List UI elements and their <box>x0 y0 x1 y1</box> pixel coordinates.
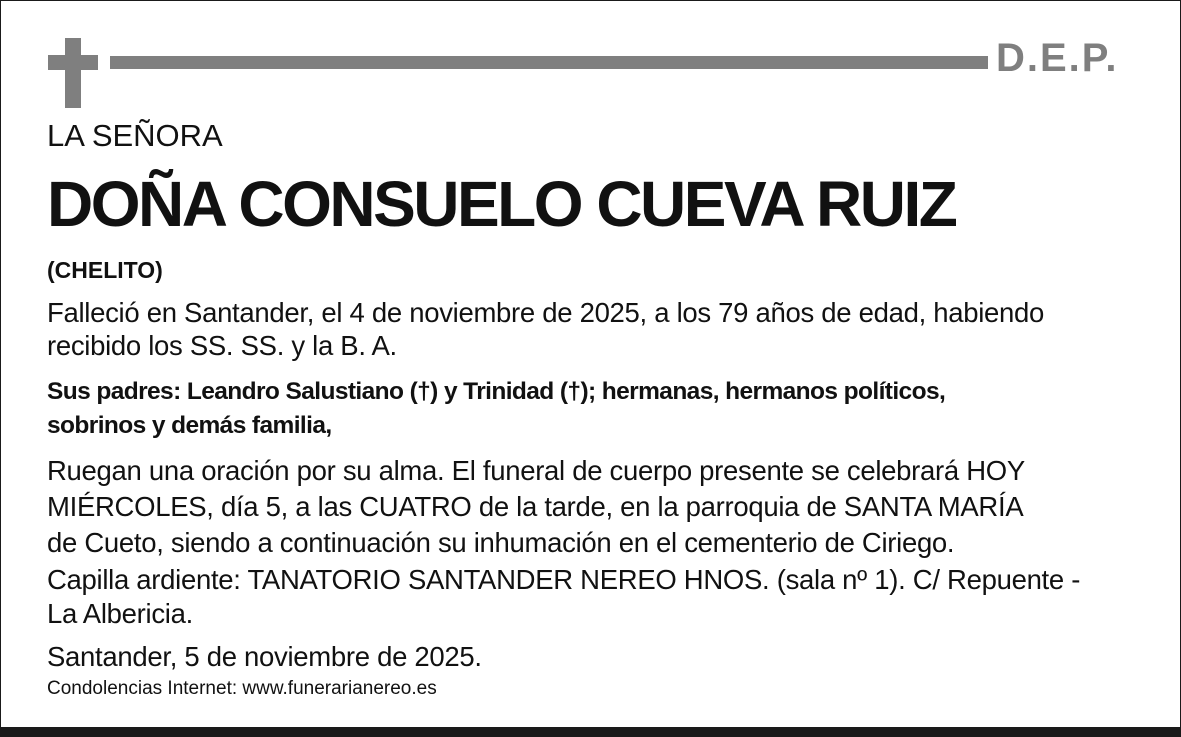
nickname: (CHELITO) <box>47 257 163 283</box>
death-notice-line-2: recibido los SS. SS. y la B. A. <box>47 330 397 361</box>
funeral-line-1: Ruegan una oración por su alma. El funeral de cuerpo presente se celebrará HOY <box>47 455 1025 486</box>
cross-icon <box>48 38 98 108</box>
funeral-line-5: La Albericia. <box>47 598 193 629</box>
death-notice-line-1: Falleció en Santander, el 4 de noviembre de 2025, a los 79 años de edad, habiendo <box>47 297 1045 328</box>
title-label: LA SEÑORA <box>47 118 223 153</box>
bottom-border <box>0 727 1181 737</box>
deceased-name: DOÑA CONSUELO CUEVA RUIZ <box>47 168 956 240</box>
header-rule <box>110 56 988 69</box>
family-line-1: Sus padres: Leandro Salustiano (†) y Trinidad (†); hermanas, hermanos políticos, <box>47 378 946 405</box>
funeral-line-4: Capilla ardiente: TANATORIO SANTANDER NEREO HNOS. (sala nº 1). C/ Repuente - <box>47 564 1081 595</box>
funeral-line-2: MIÉRCOLES, día 5, a las CUATRO de la tarde, en la parroquia de SANTA MARÍA <box>47 491 1024 522</box>
place-date: Santander, 5 de noviembre de 2025. <box>47 641 482 672</box>
family-line-2: sobrinos y demás familia, <box>47 412 332 439</box>
condolences-link[interactable]: Condolencias Internet: www.funerarianereo.es <box>47 678 437 699</box>
dep-label: D.E.P. <box>996 36 1119 80</box>
funeral-line-3: de Cueto, siendo a continuación su inhumación en el cementerio de Ciriego. <box>47 527 955 558</box>
